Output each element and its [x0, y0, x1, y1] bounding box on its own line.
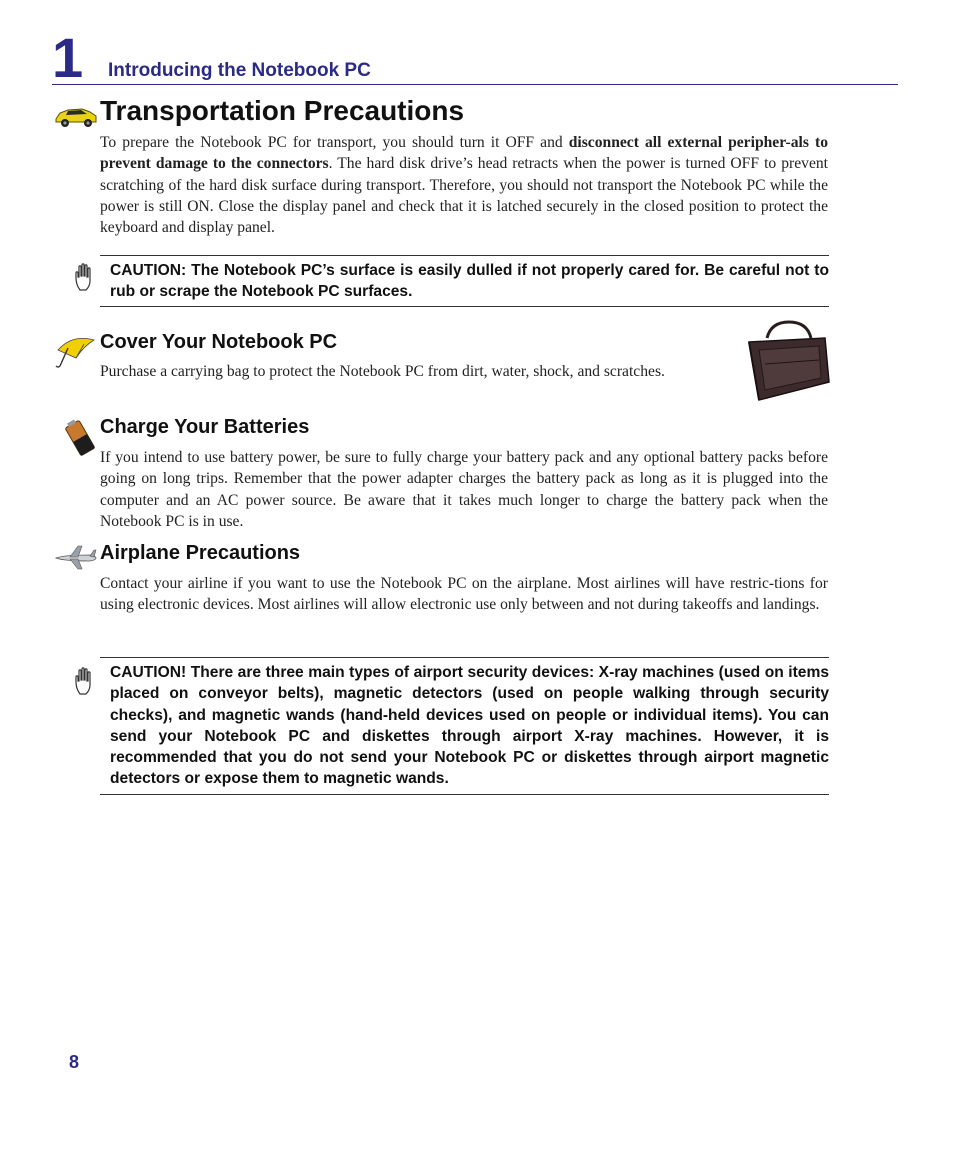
- caution-airport-text: CAUTION! There are three main types of airport security devices: X-ray machines (used on items placed on conveyor belts), magnetic detectors (used on people walking through security checks), and magnetic wands (hand-held devices used on people or individual items). You can send your Notebook PC and diskettes through airport X-ray machines. However, it is recommended that you do not send your Notebook PC or diskettes through airport magnetic detectors or expose them to magnetic wands.: [110, 664, 829, 788]
- carrying-bag-image: [745, 320, 831, 402]
- caution-box-surface: [100, 255, 829, 307]
- section-text-airplane: Contact your airline if you want to use the Notebook PC on the airplane. Most airlines will have restric-tions for using electronic devices. Most airlines will allow electronic use only between and not during takeoffs and landings.: [100, 575, 828, 614]
- battery-icon: [62, 418, 98, 458]
- intro-paragraph: [100, 132, 828, 238]
- caution-hand-icon: [74, 262, 98, 292]
- umbrella-icon: [54, 336, 96, 368]
- section-text-batteries: If you intend to use battery power, be sure to fully charge your battery pack and any optional battery packs before going on long trips. Remember that the power adapter charges the battery pack as long as it is plugged into the computer and an AC power source. Be aware that it takes much longer to charge the battery pack when the Notebook PC is in use.: [100, 449, 828, 530]
- page-title: Transportation Precautions: [100, 95, 465, 126]
- header-rule: [52, 84, 898, 85]
- chapter-title: Introducing the Notebook PC: [108, 60, 371, 81]
- airplane-icon: [54, 544, 98, 570]
- section-title-airplane: Airplane Precautions: [100, 542, 301, 564]
- caution-box-airport: [100, 657, 829, 795]
- chapter-number: 1: [52, 26, 84, 89]
- car-icon: [54, 103, 98, 129]
- section-title-cover: Cover Your Notebook PC: [100, 331, 338, 353]
- caution-surface-text: CAUTION: The Notebook PC’s surface is easily dulled if not properly cared for. Be careful not to rub or scrape the Notebook PC surfaces.: [110, 262, 829, 301]
- intro-text-1: To prepare the Notebook PC for transport, you should turn it OFF and: [100, 134, 569, 151]
- intro-text-bold: disconnect all external peripher-als to prevent damage to the connectors: [100, 134, 828, 173]
- caution-hand-icon: [74, 666, 98, 696]
- intro-text-2: . The hard disk drive’s head retracts when the power is turned OFF to prevent scratching of the hard disk surface during transport. Therefore, you should not transport the Notebook PC while the power is still ON. Close the display panel and check that it is latched securely in the closed position to protect the keyboard and display panel.: [100, 155, 828, 237]
- page-number: 8: [69, 1052, 80, 1072]
- section-title-batteries: Charge Your Batteries: [100, 416, 310, 438]
- section-text-cover: Purchase a carrying bag to protect the Notebook PC from dirt, water, shock, and scratches.: [100, 363, 665, 380]
